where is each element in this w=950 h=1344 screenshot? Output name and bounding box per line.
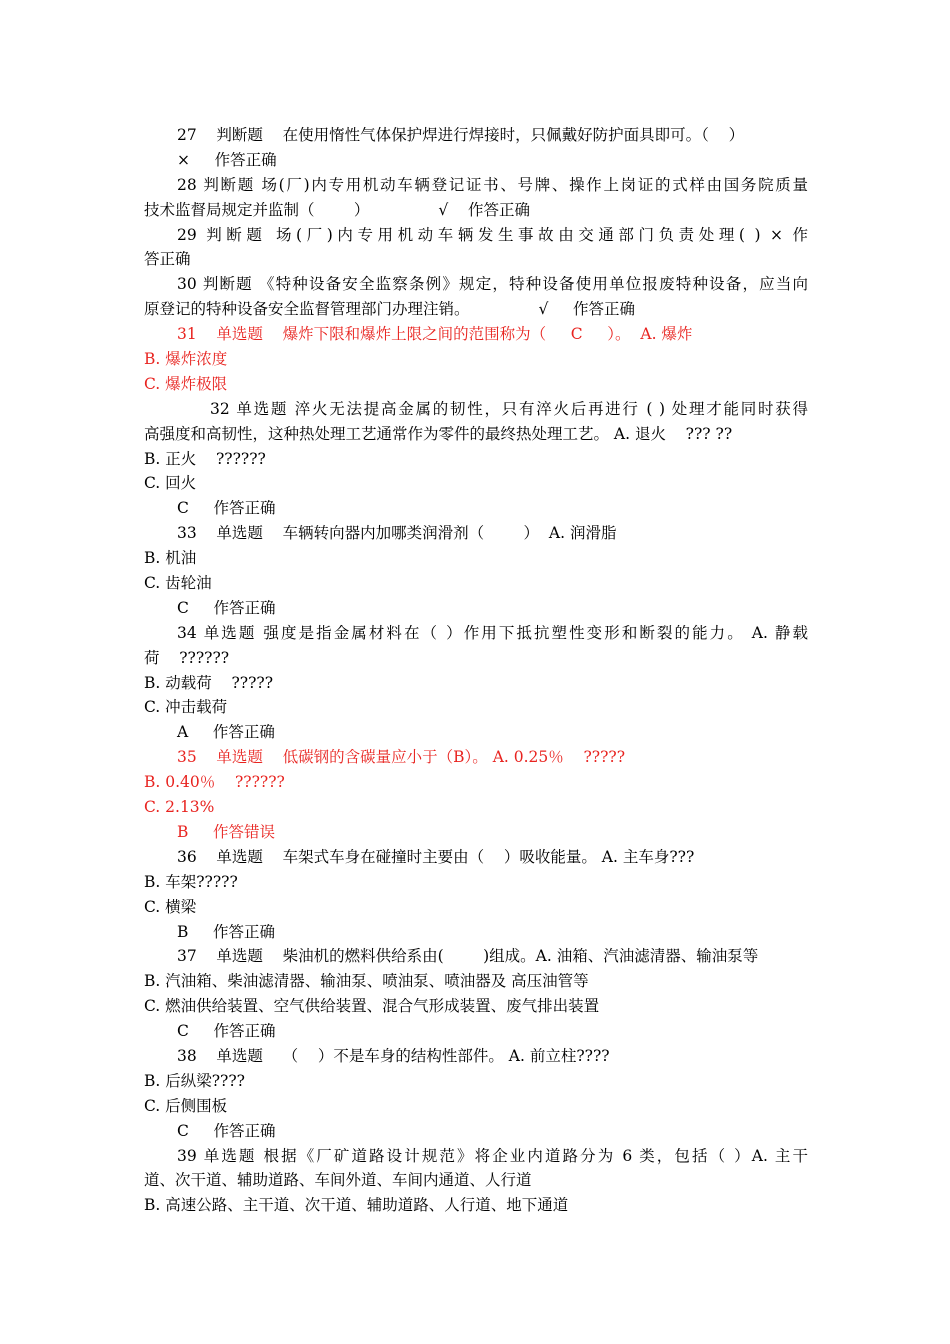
document-line: B. 高速公路、主干道、次干道、辅助道路、人行道、地下通道 bbox=[144, 1196, 569, 1215]
document-line: C 作答正确 bbox=[177, 598, 276, 617]
document-line: 29 判断题 场(厂)内专用机动车辆发生事故由交通部门负责处理( ) × 作 bbox=[177, 225, 808, 244]
document-line: B 作答正确 bbox=[177, 922, 276, 941]
document-line: C. 燃油供给装置、空气供给装置、混合气形成装置、废气排出装置 bbox=[144, 997, 600, 1016]
document-line: 原登记的特种设备安全监督管理部门办理注销。 √ 作答正确 bbox=[144, 300, 635, 319]
document-line: 30 判断题 《特种设备安全监察条例》规定，特种设备使用单位报废特种设备，应当向 bbox=[177, 275, 808, 294]
document-line: B. 汽油箱、柴油滤清器、输油泵、喷油泵、喷油器及 高压油管等 bbox=[144, 972, 589, 991]
document-line: 35 单选题 低碳钢的含碳量应小于（B）。 A. 0.25％ ????? bbox=[177, 748, 626, 767]
document-line: 28 判断题 场(厂)内专用机动车辆登记证书、号牌、操作上岗证的式样由国务院质量 bbox=[177, 175, 808, 194]
document-line: B 作答错误 bbox=[177, 822, 276, 841]
document-line: B. 0.40％ ?????? bbox=[144, 773, 285, 792]
document-line: 荷 ?????? bbox=[144, 648, 230, 667]
document-line: C. 2.13% bbox=[144, 798, 215, 817]
document-line: C. 回火 bbox=[144, 474, 197, 493]
document-line: C 作答正确 bbox=[177, 1121, 276, 1140]
document-line: 36 单选题 车架式车身在碰撞时主要由（ ）吸收能量。 A. 主车身??? bbox=[177, 847, 695, 866]
document-line: 答正确 bbox=[144, 250, 191, 269]
document-line: B. 机油 bbox=[144, 549, 197, 568]
document-line: 高强度和高韧性，这种热处理工艺通常作为零件的最终热处理工艺。 A. 退火 ??? ?? bbox=[144, 424, 733, 443]
document-line: 38 单选题 （ ）不是车身的结构性部件。 A. 前立柱???? bbox=[177, 1046, 610, 1065]
document-line: 技术监督局规定并监制（ ） √ 作答正确 bbox=[144, 200, 530, 219]
document-line: × 作答正确 bbox=[177, 150, 277, 169]
document-line: C 作答正确 bbox=[177, 1022, 276, 1041]
document-line: C 作答正确 bbox=[177, 499, 276, 518]
document-line: A 作答正确 bbox=[177, 723, 275, 742]
document-line: C. 横梁 bbox=[144, 897, 197, 916]
document-body bbox=[144, 123, 808, 1218]
document-line: 37 单选题 柴油机的燃料供给系由( )组成。A. 油箱、汽油滤清器、输油泵等 bbox=[177, 947, 759, 966]
document-line: C. 冲击载荷 bbox=[144, 698, 228, 717]
document-line: B. 动载荷 ????? bbox=[144, 673, 274, 692]
document-line: B. 后纵梁???? bbox=[144, 1071, 245, 1090]
document-line: B. 正火 ?????? bbox=[144, 449, 266, 468]
document-line: 39 单选题 根据《厂矿道路设计规范》将企业内道路分为 6 类，包括（ ）A. 主干 bbox=[177, 1146, 808, 1165]
document-line: 31 单选题 爆炸下限和爆炸上限之间的范围称为（ C ）。 A. 爆炸 bbox=[177, 325, 693, 344]
document-line: C. 齿轮油 bbox=[144, 574, 212, 593]
document-line: C. 后侧围板 bbox=[144, 1096, 228, 1115]
document-line: 27 判断题 在使用惰性气体保护焊进行焊接时，只佩戴好防护面具即可。（ ） bbox=[177, 126, 745, 144]
document-line: 道、次干道、辅助道路、车间外道、车间内通道、人行道 bbox=[144, 1171, 532, 1190]
document-line: B. 爆炸浓度 bbox=[144, 350, 228, 369]
document-line: C. 爆炸极限 bbox=[144, 374, 228, 393]
document-line: 32 单选题 淬火无法提高金属的韧性，只有淬火后再进行 ( ) 处理才能同时获得 bbox=[210, 399, 808, 418]
document-line: 34 单选题 强度是指金属材料在（ ）作用下抵抗塑性变形和断裂的能力。 A. 静载 bbox=[177, 623, 808, 642]
document-line: B. 车架????? bbox=[144, 872, 238, 891]
document-line: 33 单选题 车辆转向器内加哪类润滑剂（ ） A. 润滑脂 bbox=[177, 524, 617, 543]
